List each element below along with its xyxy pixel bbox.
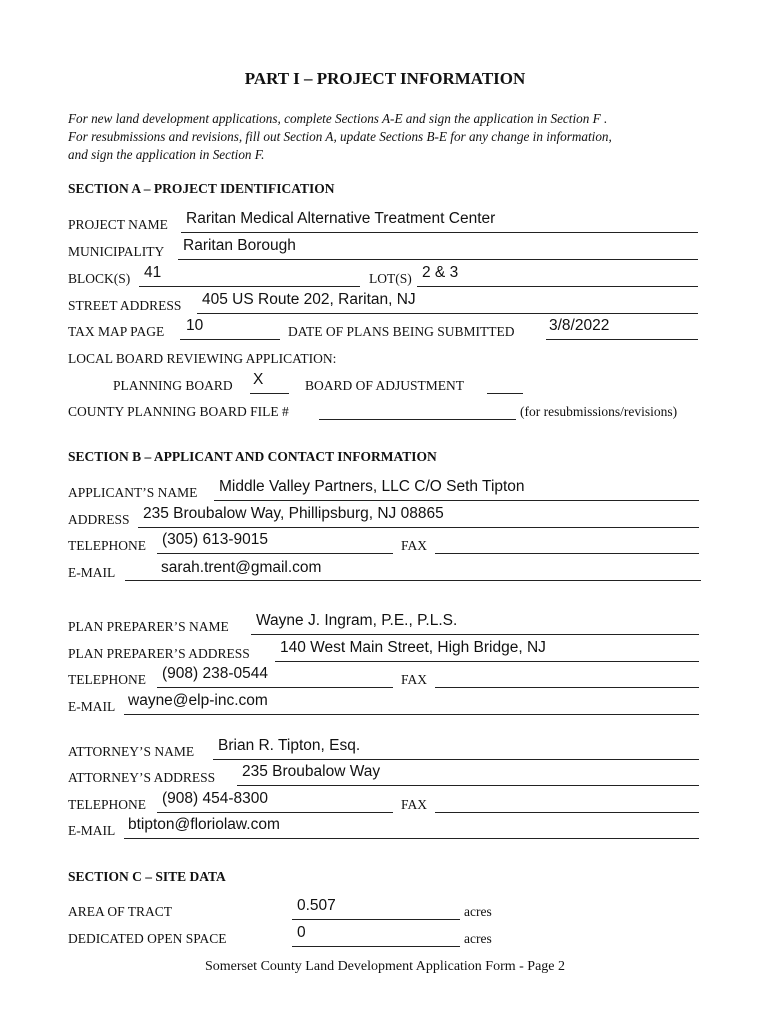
date-label: DATE OF PLANS BEING SUBMITTED	[288, 324, 515, 339]
preparer-fax-label: FAX	[401, 672, 428, 687]
preparer-telephone-field[interactable]: (908) 238-0544	[162, 665, 268, 682]
attorney-name-line	[213, 759, 699, 760]
instructions-line: and sign the application in Section F.	[68, 147, 265, 162]
attorney-email-label: E-MAIL	[68, 823, 116, 838]
attorney-email-field[interactable]: btipton@floriolaw.com	[128, 816, 280, 833]
date-line	[546, 339, 698, 340]
planning-board-mark[interactable]: X	[253, 371, 264, 388]
municipality-label: MUNICIPALITY	[68, 244, 165, 259]
preparer-email-line	[124, 714, 699, 715]
project-name-line	[181, 232, 698, 233]
county-file-line	[319, 419, 516, 420]
preparer-name-label: PLAN PREPARER’S NAME	[68, 619, 229, 634]
telephone-field[interactable]: (305) 613-9015	[162, 531, 268, 548]
preparer-name-field[interactable]: Wayne J. Ingram, P.E., P.L.S.	[256, 612, 458, 629]
page-footer: Somerset County Land Development Application Form - Page 2	[204, 959, 566, 974]
area-of-tract-line	[292, 919, 460, 920]
county-file-note: (for resubmissions/revisions)	[520, 404, 678, 419]
preparer-name-line	[251, 634, 699, 635]
planning-board-label: PLANNING BOARD	[113, 378, 233, 393]
blocks-label: BLOCK(S)	[68, 271, 131, 286]
preparer-telephone-label: TELEPHONE	[68, 672, 146, 687]
adjustment-label: BOARD OF ADJUSTMENT	[305, 378, 465, 393]
section-c-heading: SECTION C – SITE DATA	[68, 869, 226, 884]
fax-label: FAX	[401, 538, 428, 553]
municipality-field[interactable]: Raritan Borough	[183, 237, 296, 254]
attorney-telephone-label: TELEPHONE	[68, 797, 146, 812]
street-address-field[interactable]: 405 US Route 202, Raritan, NJ	[202, 291, 416, 308]
address-field[interactable]: 235 Broubalow Way, Phillipsburg, NJ 08865	[143, 505, 444, 522]
attorney-name-field[interactable]: Brian R. Tipton, Esq.	[218, 737, 361, 754]
county-file-label: COUNTY PLANNING BOARD FILE #	[68, 404, 289, 419]
lots-line	[417, 286, 698, 287]
preparer-email-label: E-MAIL	[68, 699, 116, 714]
preparer-telephone-line	[157, 687, 393, 688]
section-a-heading: SECTION A – PROJECT IDENTIFICATION	[68, 181, 335, 196]
open-space-label: DEDICATED OPEN SPACE	[68, 931, 227, 946]
attorney-telephone-field[interactable]: (908) 454-8300	[162, 790, 268, 807]
date-field[interactable]: 3/8/2022	[549, 317, 610, 334]
attorney-email-line	[124, 838, 699, 839]
telephone-line	[157, 553, 393, 554]
preparer-address-label: PLAN PREPARER’S ADDRESS	[68, 646, 250, 661]
preparer-email-field[interactable]: wayne@elp-inc.com	[128, 692, 268, 709]
open-space-line	[292, 946, 460, 947]
project-name-field[interactable]: Raritan Medical Alternative Treatment Center	[186, 210, 496, 227]
preparer-address-field[interactable]: 140 West Main Street, High Bridge, NJ	[280, 639, 546, 656]
attorney-name-label: ATTORNEY’S NAME	[68, 744, 195, 759]
open-space-unit: acres	[464, 931, 492, 946]
tax-map-field[interactable]: 10	[186, 317, 204, 334]
street-address-label: STREET ADDRESS	[68, 298, 182, 313]
adjustment-line	[487, 393, 523, 394]
fax-line	[435, 553, 699, 554]
address-label: ADDRESS	[68, 512, 130, 527]
local-board-label: LOCAL BOARD REVIEWING APPLICATION:	[68, 351, 337, 366]
project-name-label: PROJECT NAME	[68, 217, 168, 232]
instructions-line: For resubmissions and revisions, fill out Section A, update Sections B-E for any change in information,	[68, 129, 612, 144]
tax-map-line	[180, 339, 280, 340]
applicant-name-label: APPLICANT’S NAME	[68, 485, 198, 500]
attorney-address-label: ATTORNEY’S ADDRESS	[68, 770, 216, 785]
lots-field[interactable]: 2 & 3	[422, 264, 459, 281]
blocks-line	[139, 286, 360, 287]
email-line	[125, 580, 701, 581]
preparer-address-line	[275, 661, 699, 662]
applicant-name-field[interactable]: Middle Valley Partners, LLC C/O Seth Tipton	[219, 478, 525, 495]
email-field[interactable]: sarah.trent@gmail.com	[161, 559, 322, 576]
blocks-field[interactable]: 41	[144, 264, 162, 281]
preparer-fax-line	[435, 687, 699, 688]
applicant-name-line	[214, 500, 699, 501]
area-of-tract-label: AREA OF TRACT	[68, 904, 173, 919]
tax-map-label: TAX MAP PAGE	[68, 324, 165, 339]
email-label: E-MAIL	[68, 565, 116, 580]
attorney-address-field[interactable]: 235 Broubalow Way	[242, 763, 381, 780]
planning-board-line	[250, 393, 289, 394]
open-space-field[interactable]: 0	[297, 924, 306, 941]
instructions-line: For new land development applications, complete Sections A-E and sign the application in Section F .	[68, 111, 608, 126]
area-unit: acres	[464, 904, 492, 919]
municipality-line	[178, 259, 698, 260]
street-address-line	[197, 313, 698, 314]
instructions	[68, 110, 718, 164]
attorney-address-line	[237, 785, 699, 786]
attorney-telephone-line	[157, 812, 393, 813]
telephone-label: TELEPHONE	[68, 538, 146, 553]
section-b-heading: SECTION B – APPLICANT AND CONTACT INFORMATION	[68, 449, 437, 464]
page-title: PART I – PROJECT INFORMATION	[244, 69, 526, 88]
attorney-fax-label: FAX	[401, 797, 428, 812]
address-line	[138, 527, 699, 528]
attorney-fax-line	[435, 812, 699, 813]
area-of-tract-field[interactable]: 0.507	[297, 897, 336, 914]
lots-label: LOT(S)	[369, 271, 412, 286]
